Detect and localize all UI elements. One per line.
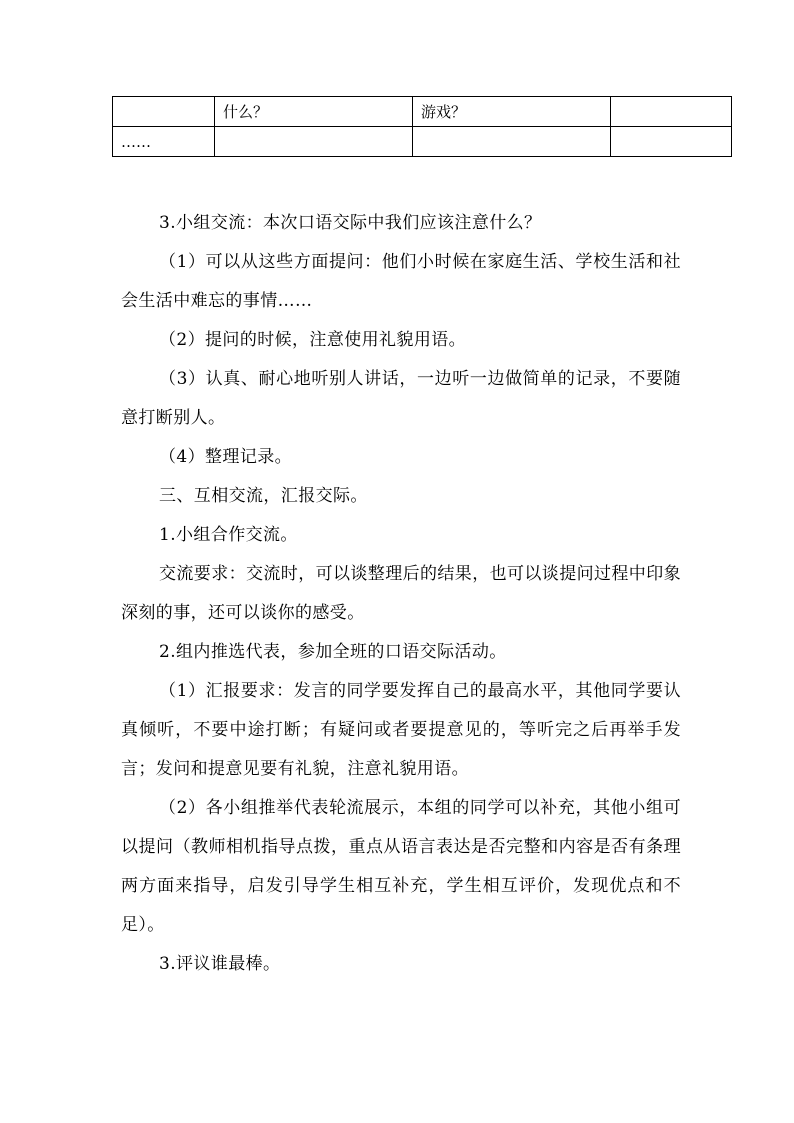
paragraph-step-2: 2.组内推选代表，参加全班的口语交际活动。 [159,642,507,662]
section-heading: 三、互相交流，汇报交际。 [159,486,368,506]
table-row [113,127,732,157]
paragraph-report-2: （2）各小组推举代表轮流展示，本组的同学可以补充，其他小组可以提问（教师相机指导点拨，重点从语言表达是否完整和内容是否有条理两方面来指导，启发引导学生相互补充，学生相互评价，发现优点和不足）。 [121,798,681,935]
paragraph-step-3: 3.评议谁最棒。 [159,954,281,974]
paragraph-tip-4: （4）整理记录。 [159,447,293,467]
paragraph-step-1: 1.小组合作交流。 [159,525,298,545]
document-body [121,204,681,984]
table-cell [215,127,413,157]
paragraph-requirements: 交流要求：交流时，可以谈整理后的结果，也可以谈提问过程中印象深刻的事，还可以谈你的感受。 [121,564,681,623]
survey-table [112,96,732,157]
paragraph-tip-3: （3）认真、耐心地听别人讲话，一边听一边做简单的记录，不要随意打断别人。 [121,369,681,428]
table-cell [413,127,611,157]
table-cell [611,127,732,157]
paragraph-report-1: （1）汇报要求：发言的同学要发挥自己的最高水平，其他同学要认真倾听，不要中途打断；有疑问或者要提意见的，等听完之后再举手发言；发问和提意见要有礼貌，注意礼貌用语。 [121,681,681,779]
paragraph-tip-1: （1）可以从这些方面提问：他们小时候在家庭生活、学校生活和社会生活中难忘的事情…… [121,252,681,311]
paragraph-tip-2: （2）提问的时候，注意使用礼貌用语。 [159,330,467,350]
table-row [113,97,732,127]
paragraph-group-discussion: 3.小组交流：本次口语交际中我们应该注意什么？ [159,213,542,233]
table-cell [113,97,215,127]
table-cell [611,97,732,127]
table-cell: …… [113,127,215,157]
table-cell: 游戏？ [413,97,611,127]
table-cell: 什么？ [215,97,413,127]
